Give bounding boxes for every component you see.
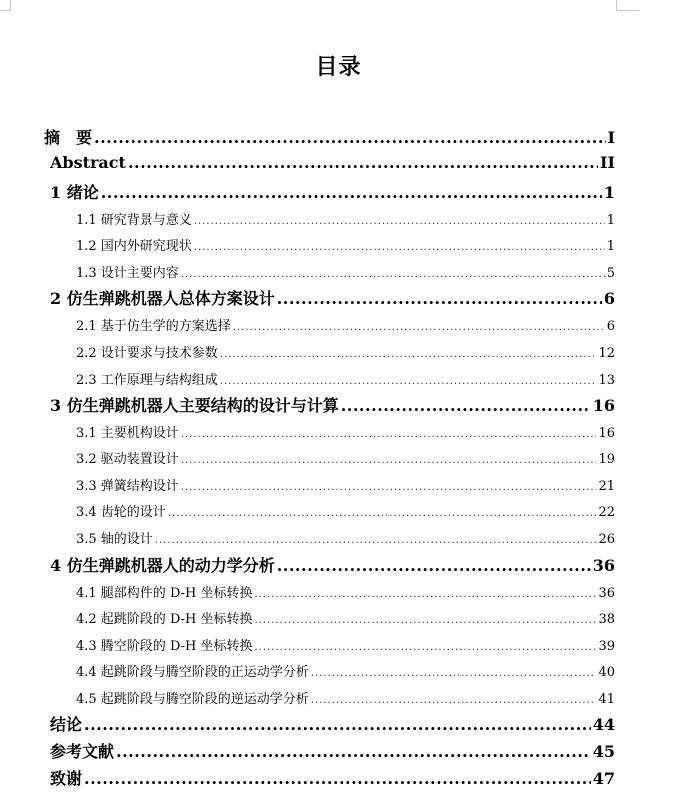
- toc-leader-dots: [311, 695, 597, 706]
- toc-leader-dots: [94, 128, 606, 147]
- toc-leader-dots: [220, 349, 597, 360]
- toc-leader-dots: [128, 153, 598, 172]
- toc-leader-dots: [194, 242, 605, 253]
- toc-entry[interactable]: [76, 475, 615, 494]
- toc-entry[interactable]: [76, 422, 615, 441]
- toc-entry-page: 1: [606, 239, 615, 254]
- toc-entry[interactable]: [76, 448, 615, 467]
- toc-leader-dots: [181, 482, 597, 493]
- toc-entry-label: 4.5 起跳阶段与腾空阶段的逆运动学分析: [76, 692, 309, 707]
- toc-leader-dots: [277, 556, 591, 575]
- toc-leader-dots: [181, 429, 597, 440]
- toc-entry-label: 2 仿生弹跳机器人总体方案设计: [50, 289, 275, 308]
- toc-entry-page: 22: [598, 505, 615, 520]
- toc-entry[interactable]: [50, 739, 615, 762]
- page-corner-mark-left: [0, 0, 11, 11]
- toc-entry-page: I: [607, 128, 615, 147]
- toc-entry-page: 12: [598, 346, 615, 361]
- toc-entry-label: 3.2 驱动装置设计: [76, 452, 179, 467]
- toc-entry-label: 致谢: [50, 769, 83, 788]
- toc-entry-page: 44: [592, 715, 615, 734]
- toc-entry[interactable]: [50, 766, 615, 789]
- toc-entry-page: 6: [606, 319, 615, 334]
- toc-leader-dots: [277, 289, 602, 308]
- toc-entry-page: 1: [603, 183, 615, 202]
- toc-leader-dots: [181, 455, 597, 466]
- toc-entry-label: 摘 要: [44, 128, 93, 147]
- toc-leader-dots: [341, 396, 591, 415]
- toc-leader-dots: [84, 715, 591, 734]
- toc-leader-dots: [116, 742, 591, 761]
- toc-entry-label: 3 仿生弹跳机器人主要结构的设计与计算: [50, 396, 339, 415]
- toc-entry-page: 40: [598, 665, 615, 680]
- toc-entry[interactable]: [50, 286, 615, 309]
- toc-entry-label: 2.2 设计要求与技术参数: [76, 346, 218, 361]
- toc-leader-dots: [84, 769, 591, 788]
- toc-leader-dots: [168, 508, 597, 519]
- toc-leader-dots: [181, 269, 605, 280]
- toc-entry-page: 6: [603, 289, 615, 308]
- toc-leader-dots: [220, 376, 597, 387]
- toc-leader-dots: [254, 615, 596, 626]
- toc-entry-label: 4.3 腾空阶段的 D-H 坐标转换: [76, 639, 253, 654]
- toc-entry-page: 1: [606, 213, 615, 228]
- toc-leader-dots: [233, 322, 605, 333]
- toc-entry-page: 16: [598, 426, 615, 441]
- toc-entry-page: 5: [606, 266, 615, 281]
- toc-entry-page: 45: [592, 742, 615, 761]
- toc-entry[interactable]: [76, 342, 615, 361]
- toc-entry-label: 参考文献: [50, 742, 115, 761]
- toc-entry-label: 2.3 工作原理与结构组成: [76, 373, 218, 388]
- toc-entry-page: 21: [598, 479, 615, 494]
- toc-entry-page: 38: [598, 612, 615, 627]
- toc-entry-label: 1 绪论: [50, 183, 99, 202]
- toc-entry-label: 1.3 设计主要内容: [76, 266, 179, 281]
- toc-leader-dots: [311, 668, 597, 679]
- toc-entry-page: 26: [598, 532, 615, 547]
- toc-leader-dots: [254, 642, 596, 653]
- toc-entry-label: 2.1 基于仿生学的方案选择: [76, 319, 231, 334]
- toc-entry[interactable]: [50, 153, 615, 172]
- toc-entry-page: 36: [598, 586, 615, 601]
- toc-entry-label: 3.3 弹簧结构设计: [76, 479, 179, 494]
- toc-entry-page: 19: [598, 452, 615, 467]
- toc-entry[interactable]: [76, 528, 615, 547]
- toc-entry-label: 结论: [50, 715, 83, 734]
- toc-leader-dots: [194, 216, 605, 227]
- toc-entry-page: II: [600, 153, 615, 172]
- toc-entry[interactable]: [50, 393, 615, 416]
- toc-entry-page: 13: [598, 373, 615, 388]
- toc-entry[interactable]: [76, 262, 615, 281]
- toc-entry-label: 4.1 腿部构件的 D-H 坐标转换: [76, 586, 253, 601]
- toc-entry-page: 39: [598, 639, 615, 654]
- toc-entry-label: 1.1 研究背景与意义: [76, 213, 192, 228]
- toc-entry-label: 4.2 起跳阶段的 D-H 坐标转换: [76, 612, 253, 627]
- toc-entry-label: 1.2 国内外研究现状: [76, 239, 192, 254]
- toc-entry[interactable]: [76, 582, 615, 601]
- toc-entry[interactable]: [50, 712, 615, 735]
- toc-entry[interactable]: [76, 661, 615, 680]
- toc-entry[interactable]: [76, 608, 615, 627]
- toc-entry[interactable]: [76, 501, 615, 520]
- toc-entry[interactable]: [44, 125, 615, 148]
- page-title: 目录: [315, 54, 362, 80]
- toc-leader-dots: [101, 183, 602, 202]
- toc-entry-page: 16: [592, 396, 615, 415]
- toc-entry-label: 3.5 轴的设计: [76, 532, 153, 547]
- toc-leader-dots: [254, 589, 596, 600]
- toc-entry-label: Abstract: [50, 153, 126, 172]
- toc-entry[interactable]: [76, 315, 615, 334]
- toc-entry[interactable]: [76, 369, 615, 388]
- toc-entry[interactable]: [76, 235, 615, 254]
- toc-entry-page: 36: [592, 556, 615, 575]
- page-corner-mark-right: [616, 0, 639, 11]
- toc-entry[interactable]: [50, 180, 615, 203]
- toc-entry[interactable]: [50, 553, 615, 576]
- toc-entry-label: 4 仿生弹跳机器人的动力学分析: [50, 556, 275, 575]
- toc-entry[interactable]: [76, 209, 615, 228]
- toc-entry-label: 4.4 起跳阶段与腾空阶段的正运动学分析: [76, 665, 309, 680]
- toc-entry-page: 47: [592, 769, 615, 788]
- toc-entry-label: 3.1 主要机构设计: [76, 426, 179, 441]
- toc-entry-label: 3.4 齿轮的设计: [76, 505, 166, 520]
- toc-entry[interactable]: [76, 635, 615, 654]
- toc-leader-dots: [155, 535, 597, 546]
- toc-entry-page: 41: [598, 692, 615, 707]
- toc-entry[interactable]: [76, 688, 615, 707]
